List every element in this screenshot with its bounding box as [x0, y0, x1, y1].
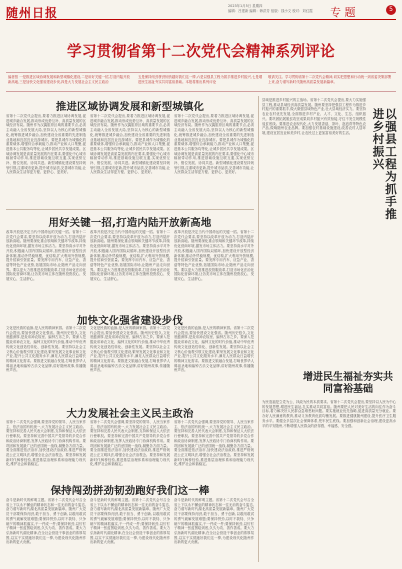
editor-note-part-2: 五是保持闯劲拼劲韧劲越好我们这一棒,六是以强县工程为抓手推进乡村振兴,七是增进民生福祉夯实共同富裕基础。本报将推出系列评论: [138, 75, 263, 84]
sidebar-article-body-rural: 县域是推进乡村振兴的主战场。省第十二次党代会提出,要大力实施强县工程,推动县域经济高质量发展。随州要坚持把强县工程作为推进乡村振兴的重要抓手,做大做强县域特色产业,壮大县域经济实力。要坚持农业农村优先发展,全面推进乡村产业、人才、文化、生态、组织振兴。要巩固拓展脱贫攻坚成果同乡村振兴有效衔接,守住不发生规模性返贫底线。要推进农业现代化,大力发展香菇、茶叶、泡泡青等特色农产品,做响随州农业品牌。要加强农村基础设施建设,改善农村人居环境,建设宜居宜业和美乡村,让农民过上更加富裕美好的生活。: [262, 98, 366, 135]
page-number-badge: 5: [386, 5, 396, 15]
article-body-culture-col2: 文化是民族的血脉,是人民的精神家园。省第十二次党代会提出,要加快建设文化强省。随州历史悠久,文化底蕴深厚,是炎帝神农故里、编钟古乐之乡。要深入挖掘炎帝神农文化、编钟文化的时代价值,推动中华优秀传统文化创造性转化、创新性发展。要坚持以社会主义核心价值观引领文化建设,繁荣发展文化事业和文化产业,提升公共文化服务水平,满足人民群众日益增长的精神文化需求。要推进文旅融合发展,打响世界华人谒祖圣地和编钟古乐文化品牌,讲好随州故事,传播随州声音。: [90, 326, 170, 373]
newspaper-logo: 随州日报: [6, 6, 59, 20]
editor-note-part-3: 敬请关注。学习贯彻省第十二次党代会精神,切实把思想和行动统一到省委决策部署上来,奋力谱写新时代随州高质量发展新篇章。: [268, 75, 392, 84]
article-body-democracy-col3: 省第十二次党代会强调,要坚持党的领导、人民当家作主、依法治国有机统一,大力发展社会主义民主政治。要坚持和完善人民代表大会制度,支持和保证人大依法行使职权。要坚持和完善中国共产党领导的多党合作和政治协商制度,发挥人民政协专门协商机构作用。要巩固和发展最广泛的爱国统一战线,凝聚各方面力量。要全面推进依法治市,加快建设法治政府,推进严格规范公正文明执法,增强全社会法治观念。要坚持和发展新时代枫桥经验,推进基层治理体系和治理能力现代化,维护社会和谐稳定。: [174, 420, 254, 467]
article-title-struggle: 保持闯劲拼劲韧劲跑好我们这一棒: [50, 485, 210, 497]
section-title: 专 题: [330, 6, 356, 19]
editor-note-part-1: 编者按 一是推进区域协调发展和新型城镇化建设,二是用好关键一招,打造内陆开放新高地,三是加快文化强省建设步伐,四是大力发展社会主义民主政治: [8, 75, 130, 84]
article-body-regional-col2: 省第十二次党代会提出,要着力推进区域协调发展,促进城乡融合发展,推动形成优势互补、高质量发展的区域经济布局。随州作为汉襄肱骨区域的重要节点,必须主动融入全省发展大局,坚持以人为核心的新型城镇化,统筹推进城乡融合,加快建设全省重要的先进制造业基地和宜居宜业宜游城市。要把县城作为城镇化的重要载体,增强综合承载能力,推动产业和人口集聚,促进基本公共服务均等化,让城乡居民共享发展成果。区域协调发展是高质量发展的内在要求,要强化中心城市辐射带动作用,推进基础设施互联互通,实现优势互补、错位发展、协同共进。新型城镇化建设要坚持规划引领,注重城市更新,提升城市品质,完善城市功能,让人民群众生活得更方便、更舒心、更美好。: [90, 114, 170, 175]
article-body-democracy-col2: 省第十二次党代会强调,要坚持党的领导、人民当家作主、依法治国有机统一,大力发展社会主义民主政治。要坚持和完善人民代表大会制度,支持和保证人大依法行使职权。要坚持和完善中国共产党领导的多党合作和政治协商制度,发挥人民政协专门协商机构作用。要巩固和发展最广泛的爱国统一战线,凝聚各方面力量。要全面推进依法治市,加快建设法治政府,推进严格规范公正文明执法,增强全社会法治观念。要坚持和发展新时代枫桥经验,推进基层治理体系和治理能力现代化,维护社会和谐稳定。: [90, 420, 170, 467]
article-body-struggle-col1: 奋斗是新时代的鲜明主题。省第十二次党代会号召全省上下以永不懈怠的精神状态和一往无前的奋斗姿态,奋力谱写新时代湖北高质量发展新篇章。随州广大党员干部要保持闯劲,敢于担当、勇于创新,以敢闯敢试的勇气破解发展难题;要保持拼劲,以时不我待、只争朝夕的精神抓落实,干一件成一件;要保持韧劲,以钉钉子精神一张蓝图绘到底,久久为功、善作善成。要大力弘扬新时代湖北精神,在全社会营造干事创业的浓厚氛围,以实干实绩跑好我们这一棒,为建设现代化随州作出新的更大贡献。: [6, 498, 86, 545]
article-body-culture-col1: 文化是民族的血脉,是人民的精神家园。省第十二次党代会提出,要加快建设文化强省。随州历史悠久,文化底蕴深厚,是炎帝神农故里、编钟古乐之乡。要深入挖掘炎帝神农文化、编钟文化的时代价值,推动中华优秀传统文化创造性转化、创新性发展。要坚持以社会主义核心价值观引领文化建设,繁荣发展文化事业和文化产业,提升公共文化服务水平,满足人民群众日益增长的精神文化需求。要推进文旅融合发展,打响世界华人谒祖圣地和编钟古乐文化品牌,讲好随州故事,传播随州声音。: [6, 326, 86, 373]
sidebar-article-body-welfare: 为民造福是立党为公、执政为民的本质要求。省第十二次党代会提出,要坚持以人民为中心的发展思想,增进民生福祉,扎实推动共同富裕。随州要把人民对美好生活的向往作为奋斗目标,着力解决好人民群众急难愁盼问题。要实施就业优先战略,促进高质量充分就业。要办好人民满意的教育,推动义务教育优质均衡发展。要推进健康随州建设,提升医疗卫生服务水平。要健全多层次社会保障体系,兜牢民生底线。要加强和创新社会治理,建设更高水平的平安随州,不断增强人民群众的获得感、幸福感、安全感。: [262, 400, 396, 428]
article-title-opening: 用好关键一招,打造内陆开放新高地: [48, 217, 212, 229]
issue-meta: 2023年1月5日 星期四 编辑：吕建新 编辑：韩洪芳 组版：钱小文 校对：刘红霞: [228, 4, 313, 13]
article-body-regional-col3: 省第十二次党代会提出,要着力推进区域协调发展,促进城乡融合发展,推动形成优势互补、高质量发展的区域经济布局。随州作为汉襄肱骨区域的重要节点,必须主动融入全省发展大局,坚持以人为核心的新型城镇化,统筹推进城乡融合,加快建设全省重要的先进制造业基地和宜居宜业宜游城市。要把县城作为城镇化的重要载体,增强综合承载能力,推动产业和人口集聚,促进基本公共服务均等化,让城乡居民共享发展成果。区域协调发展是高质量发展的内在要求,要强化中心城市辐射带动作用,推进基础设施互联互通,实现优势互补、错位发展、协同共进。新型城镇化建设要坚持规划引领,注重城市更新,提升城市品质,完善城市功能,让人民群众生活得更方便、更舒心、更美好。: [174, 114, 254, 175]
page-headline: 学习贯彻省第十二次党代会精神系列评论: [66, 43, 336, 60]
article-body-regional-col1: 省第十二次党代会提出,要着力推进区域协调发展,促进城乡融合发展,推动形成优势互补、高质量发展的区域经济布局。随州作为汉襄肱骨区域的重要节点,必须主动融入全省发展大局,坚持以人为核心的新型城镇化,统筹推进城乡融合,加快建设全省重要的先进制造业基地和宜居宜业宜游城市。要把县城作为城镇化的重要载体,增强综合承载能力,推动产业和人口集聚,促进基本公共服务均等化,让城乡居民共享发展成果。区域协调发展是高质量发展的内在要求,要强化中心城市辐射带动作用,推进基础设施互联互通,实现优势互补、错位发展、协同共进。新型城镇化建设要坚持规划引领,注重城市更新,提升城市品质,完善城市功能,让人民群众生活得更方便、更舒心、更美好。: [6, 114, 86, 175]
article-title-culture: 加快文化强省建设步伐: [77, 315, 183, 327]
editor-note: [6, 72, 396, 92]
article-body-culture-col3: 文化是民族的血脉,是人民的精神家园。省第十二次党代会提出,要加快建设文化强省。随州历史悠久,文化底蕴深厚,是炎帝神农故里、编钟古乐之乡。要深入挖掘炎帝神农文化、编钟文化的时代价值,推动中华优秀传统文化创造性转化、创新性发展。要坚持以社会主义核心价值观引领文化建设,繁荣发展文化事业和文化产业,提升公共文化服务水平,满足人民群众日益增长的精神文化需求。要推进文旅融合发展,打响世界华人谒祖圣地和编钟古乐文化品牌,讲好随州故事,传播随州声音。: [174, 326, 254, 373]
article-title-democracy: 大力发展社会主义民主政治: [66, 408, 194, 420]
article-body-democracy-col1: 省第十二次党代会强调,要坚持党的领导、人民当家作主、依法治国有机统一,大力发展社会主义民主政治。要坚持和完善人民代表大会制度,支持和保证人大依法行使职权。要坚持和完善中国共产党领导的多党合作和政治协商制度,发挥人民政协专门协商机构作用。要巩固和发展最广泛的爱国统一战线,凝聚各方面力量。要全面推进依法治市,加快建设法治政府,推进严格规范公正文明执法,增强全社会法治观念。要坚持和发展新时代枫桥经验,推进基层治理体系和治理能力现代化,维护社会和谐稳定。: [6, 420, 86, 467]
article-body-opening-col3: 改革开放是决定当代中国命运的关键一招。省第十二次党代会要求,要坚持以改革开放为动力,打造内陆开放新高地。随州要深化重点领域和关键环节改革,持续优化营商环境,激发市场主体活力。要坚持高水平对外开放,积极融入国内国际双循环,加快建设开放型经济新体制,推动外贸稳规模、优结构,扩大利用外资规模,提升招商引资质量。要发挥专用汽车、应急产业、香菇等特色产业优势,拓展国际市场,让随州产品走向世界。要以更大力度推进放管服改革,打造市场化法治化国际化营商环境,让各类市场主体在随州投资放心、发展安心、生活舒心。: [174, 230, 254, 282]
article-body-opening-col2: 改革开放是决定当代中国命运的关键一招。省第十二次党代会要求,要坚持以改革开放为动力,打造内陆开放新高地。随州要深化重点领域和关键环节改革,持续优化营商环境,激发市场主体活力。要坚持高水平对外开放,积极融入国内国际双循环,加快建设开放型经济新体制,推动外贸稳规模、优结构,扩大利用外资规模,提升招商引资质量。要发挥专用汽车、应急产业、香菇等特色产业优势,拓展国际市场,让随州产品走向世界。要以更大力度推进放管服改革,打造市场化法治化国际化营商环境,让各类市场主体在随州投资放心、发展安心、生活舒心。: [90, 230, 170, 282]
sidebar-article-title-rural: 以强县工程为抓手推进乡村振兴: [371, 108, 398, 221]
article-body-struggle-col3: 奋斗是新时代的鲜明主题。省第十二次党代会号召全省上下以永不懈怠的精神状态和一往无前的奋斗姿态,奋力谱写新时代湖北高质量发展新篇章。随州广大党员干部要保持闯劲,敢于担当、勇于创新,以敢闯敢试的勇气破解发展难题;要保持拼劲,以时不我待、只争朝夕的精神抓落实,干一件成一件;要保持韧劲,以钉钉子精神一张蓝图绘到底,久久为功、善作善成。要大力弘扬新时代湖北精神,在全社会营造干事创业的浓厚氛围,以实干实绩跑好我们这一棒,为建设现代化随州作出新的更大贡献。: [174, 498, 254, 545]
sidebar-article-title-welfare: 增进民生福祉夯实共同富裕基础: [303, 372, 393, 395]
column-divider: [258, 96, 259, 562]
article-body-opening-col1: 改革开放是决定当代中国命运的关键一招。省第十二次党代会要求,要坚持以改革开放为动力,打造内陆开放新高地。随州要深化重点领域和关键环节改革,持续优化营商环境,激发市场主体活力。要坚持高水平对外开放,积极融入国内国际双循环,加快建设开放型经济新体制,推动外贸稳规模、优结构,扩大利用外资规模,提升招商引资质量。要发挥专用汽车、应急产业、香菇等特色产业优势,拓展国际市场,让随州产品走向世界。要以更大力度推进放管服改革,打造市场化法治化国际化营商环境,让各类市场主体在随州投资放心、发展安心、生活舒心。: [6, 230, 86, 282]
masthead: [6, 3, 396, 20]
article-separator: [6, 209, 254, 210]
article-body-struggle-col2: 奋斗是新时代的鲜明主题。省第十二次党代会号召全省上下以永不懈怠的精神状态和一往无前的奋斗姿态,奋力谱写新时代湖北高质量发展新篇章。随州广大党员干部要保持闯劲,敢于担当、勇于创新,以敢闯敢试的勇气破解发展难题;要保持拼劲,以时不我待、只争朝夕的精神抓落实,干一件成一件;要保持韧劲,以钉钉子精神一张蓝图绘到底,久久为功、善作善成。要大力弘扬新时代湖北精神,在全社会营造干事创业的浓厚氛围,以实干实绩跑好我们这一棒,为建设现代化随州作出新的更大贡献。: [90, 498, 170, 545]
article-title-regional: 推进区域协调发展和新型城镇化: [55, 101, 205, 113]
